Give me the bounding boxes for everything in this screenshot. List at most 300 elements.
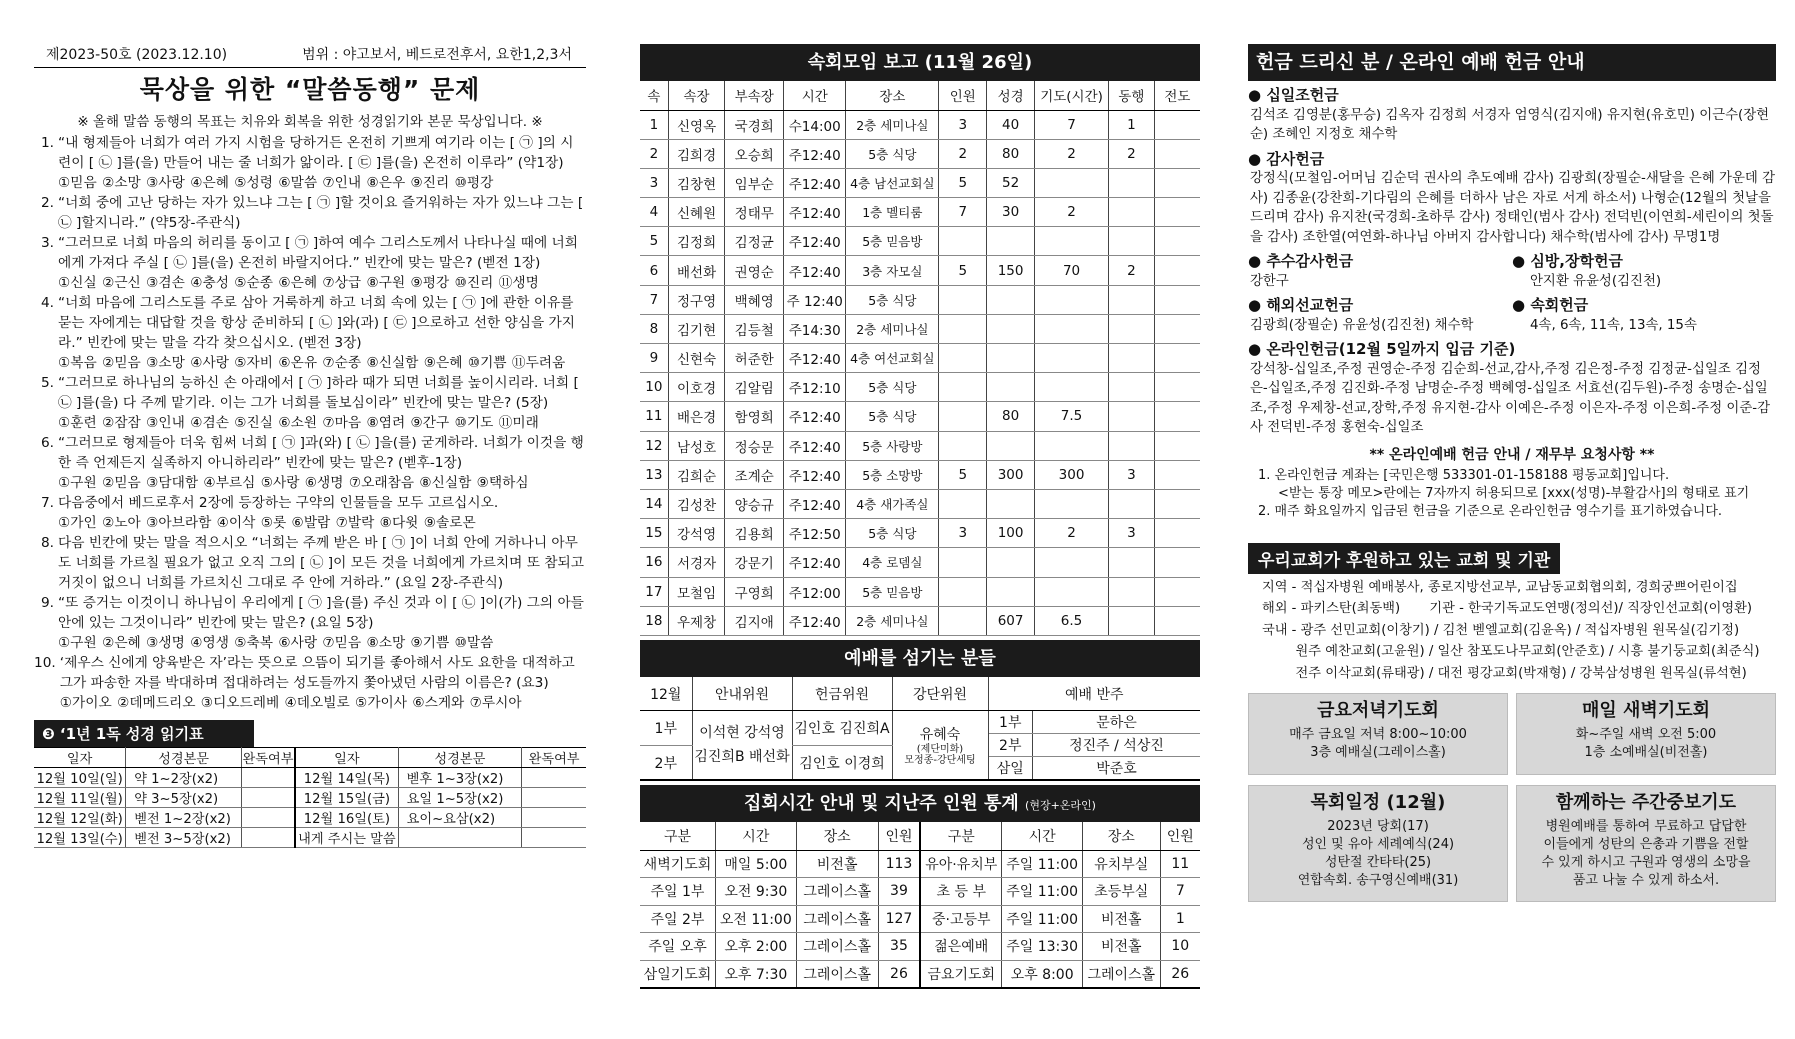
reading-cell: 내게 주시는 말씀 [295,828,398,848]
sv-offer1: 김인호 김진희A [792,711,892,746]
meeting-row [640,256,1200,285]
reading-cell [241,788,295,808]
meeting-cell [939,285,987,314]
question-text: “또 증거는 이것이니 하나님이 우리에게 [ ㉠ ]을(를) 주신 것과 이 [ ㉡ ]이(가) 그의 아들 안에 있는 그것이니라” 빈칸에 맞는 말은? (요일 5장) [58,595,584,631]
meeting-cell: 4층 로뎀실 [846,548,939,577]
visit-heading: ● 심방,장학헌금 [1512,252,1776,272]
cell-heading: ● 속회헌금 [1512,296,1776,316]
offering-column [1248,44,1776,902]
meeting-cell: 오승희 [725,139,784,168]
info-box-line: 3층 예배실(그레이스홀) [1310,745,1446,760]
meeting-cell [1154,373,1200,402]
meeting-cell: 4층 새가족실 [846,489,939,518]
question-body [58,493,586,533]
thanks-heading: ● 감사헌금 [1248,150,1776,170]
issue-number: 제2023-50호 (2023.12.10) [46,47,228,63]
meeting-row [640,577,1200,606]
accompany-name: 문하은 [1033,711,1201,734]
issue-header [34,44,586,68]
mission-heading: ● 해외선교헌금 [1248,296,1512,316]
meeting-cell [1109,431,1155,460]
meeting-cell: 17 [640,577,668,606]
accompany-part: 1부 [989,711,1033,734]
stats-cell: 7 [1160,878,1200,906]
question-item [34,533,586,593]
meeting-cell: 5층 사랑방 [846,431,939,460]
question-choices: ①믿음 ②소망 ③사랑 ④은혜 ⑤성령 ⑥말씀 ⑦인내 ⑧은우 ⑨진리 ⑩평강 [58,175,494,191]
meeting-cell: 6.5 [1035,606,1109,635]
meeting-cell [1035,314,1109,343]
meeting-cell [1154,139,1200,168]
stats-cell: 주일 오후 [640,933,715,961]
meeting-cell: 607 [987,606,1035,635]
meeting-cell: 2층 세미나실 [846,606,939,635]
meeting-row [640,227,1200,256]
meeting-head-cell: 기도(시간) [1035,81,1109,110]
accompany-name: 정진주 / 석상진 [1033,734,1201,757]
reading-cell: 12월 16일(토) [295,808,398,828]
meeting-cell: 30 [987,198,1035,227]
meeting-cell: 주12:40 [784,227,846,256]
page-title: 묵상을 위한 “말씀동행” 문제 [139,75,481,104]
stats-cell: 유아·유치부 [920,850,1002,878]
meeting-cell: 1 [640,110,668,139]
meeting-cell: 주12:50 [784,519,846,548]
info-box-line: 품고 나눌 수 있게 하소서. [1572,873,1720,888]
meeting-head-cell: 장소 [846,81,939,110]
meeting-cell: 신영옥 [668,110,725,139]
info-box-line: 병원예배를 통하여 무료하고 답답한 [1545,819,1747,834]
meeting-cell: 3 [640,168,668,197]
question-number: 8. [40,535,54,551]
question-body [58,193,586,233]
meeting-cell [939,373,987,402]
meeting-cell [1035,431,1109,460]
stats-cell: 오후 7:30 [715,960,796,988]
meeting-cell: 5층 믿음방 [846,577,939,606]
meeting-cell: 4층 남선교회실 [846,168,939,197]
support-title: 우리교회가 후원하고 있는 교회 및 기관 [1248,543,1560,574]
question-number: 6. [40,435,54,451]
stats-cell: 그레이스홀 [796,905,878,933]
meeting-cell [1109,285,1155,314]
reading-cell: 약 1~2장(x2) [126,768,242,788]
offering-list [1248,86,1776,438]
meeting-cell [1109,314,1155,343]
meeting-cell: 16 [640,548,668,577]
accompany-row [989,734,1201,757]
question-body [58,533,586,593]
reading-cell: 벧전 1~2장(x2) [126,808,242,828]
meeting-row [640,110,1200,139]
meeting-cell: 김알림 [725,373,784,402]
tithe-heading: ● 십일조헌금 [1248,86,1776,106]
meeting-cell: 권영순 [725,256,784,285]
notice-line: 2. 매주 화요일까지 입금된 헌금을 기준으로 온라인헌금 영수기를 표기하였습니다. [1258,503,1723,519]
meeting-cell [1154,256,1200,285]
stats-cell: 삼일기도회 [640,960,715,988]
meeting-row [640,402,1200,431]
harvest-build-row [1248,247,1776,291]
meeting-cell: 1 [1109,110,1155,139]
meeting-row [640,431,1200,460]
reading-head-cell: 일자 [34,748,126,768]
meeting-cell [939,431,987,460]
meeting-cell: 구영희 [725,577,784,606]
meeting-cell: 5 [939,256,987,285]
stats-head-cell: 구분 [920,822,1002,850]
meeting-cell: 3 [939,519,987,548]
meeting-cell [1154,519,1200,548]
meeting-cell [987,344,1035,373]
reading-cell [398,828,522,848]
meeting-cell: 80 [987,402,1035,431]
meeting-cell [987,548,1035,577]
meeting-cell [1154,606,1200,635]
reading-row [34,788,586,808]
meeting-cell: 10 [640,373,668,402]
meeting-cell: 15 [640,519,668,548]
meeting-row [640,548,1200,577]
meeting-report-table [640,81,1200,636]
meeting-cell: 주12:40 [784,606,846,635]
stats-cell: 주일 2부 [640,905,715,933]
question-number: 4. [40,295,54,311]
meeting-cell: 조계순 [725,460,784,489]
reading-cell [241,768,295,788]
meeting-cell: 김용희 [725,519,784,548]
reading-cell: 벧후 1~3장(x2) [398,768,522,788]
meeting-cell: 5층 식당 [846,402,939,431]
stats-row [640,878,1200,906]
stats-cell: 그레이스홀 [796,878,878,906]
meeting-cell [1154,402,1200,431]
meeting-cell [1154,285,1200,314]
sv-accompany [988,711,1200,780]
stats-cell: 113 [878,850,920,878]
meeting-cell: 7.5 [1035,402,1109,431]
info-box-title: 매일 새벽기도회 [1582,700,1710,721]
meeting-row [640,489,1200,518]
question-number: 7. [40,495,54,511]
meeting-cell: 14 [640,489,668,518]
stats-cell: 35 [878,933,920,961]
meeting-cell: 7 [939,198,987,227]
stats-cell: 26 [1160,960,1200,988]
meeting-cell [1109,402,1155,431]
stats-head-cell: 구분 [640,822,715,850]
meeting-cell: 5층 믿음방 [846,227,939,256]
sv-guides [692,711,792,780]
reading-cell: 12월 11일(월) [34,788,126,808]
sv-head-altar: 강단위원 [892,677,988,711]
meeting-head-cell: 인원 [939,81,987,110]
stats-cell: 초등부실 [1083,878,1161,906]
sv-head-offer: 헌금위원 [792,677,892,711]
info-box [1516,693,1776,775]
stats-cell: 그레이스홀 [796,933,878,961]
reading-head-cell: 완독여부 [241,748,295,768]
reading-cell: 약 3~5장(x2) [126,788,242,808]
meeting-cell: 국경희 [725,110,784,139]
info-box [1248,693,1508,775]
stats-cell: 127 [878,905,920,933]
meeting-head-cell: 속장 [668,81,725,110]
info-box-line: 수 있게 하시고 구원과 영생의 소망을 [1541,855,1751,870]
meeting-cell: 김지애 [725,606,784,635]
question-number: 5. [40,375,54,391]
info-box [1248,785,1508,902]
meeting-cell: 4층 여선교회실 [846,344,939,373]
meeting-cell: 2 [939,139,987,168]
meeting-cell: 정구영 [668,285,725,314]
meeting-cell [1109,344,1155,373]
meeting-cell [1109,548,1155,577]
question-body [58,433,586,493]
meeting-cell: 정승문 [725,431,784,460]
meeting-head-cell: 속 [640,81,668,110]
question-number: 9. [40,595,54,611]
stats-head-cell: 인원 [1160,822,1200,850]
meeting-cell [939,489,987,518]
meeting-cell: 수14:00 [784,110,846,139]
question-text: 다음 빈칸에 맞는 말을 적으시오 “너희는 주께 받은 바 [ ㉠ ]이 너희 안에 거하나니 아무도 너희를 가르칠 필요가 없고 오직 그의 [ ㉡ ]이 모든 것을 너희에게 가르치며 또 참되고 거짓이 없으니 너희를 가르치신 그대로 주 안에 거하라.” (요일 2장-주관식) [58,535,584,591]
meeting-cell: 주12:40 [784,489,846,518]
stats-head-cell: 시간 [715,822,796,850]
meeting-cell: 백혜영 [725,285,784,314]
question-item [34,593,586,653]
meeting-cell [1109,606,1155,635]
meeting-cell: 13 [640,460,668,489]
support-line: 원주 예찬교회(고윤원) / 일산 참포도나무교회(안준호) / 시흥 불기둥교회(최준식) [1262,644,1760,659]
meeting-cell [987,373,1035,402]
sv-row2: 2부 [640,746,692,781]
meeting-cell [1109,489,1155,518]
support-line: 지역 - 적십자병원 예배봉사, 종로지방선교부, 교남동교회협의회, 경희궁쁘어린이집 [1262,579,1738,595]
online-heading: ● 온라인헌금(12월 5일까지 입금 기준) [1248,340,1776,360]
meeting-cell: 2층 세미나실 [846,314,939,343]
reading-plan-table [34,747,586,848]
meeting-cell: 80 [987,139,1035,168]
question-text: “그러므로 너희 마음의 허리를 동이고 [ ㉠ ]하여 예수 그리스도께서 나타나실 때에 너희에게 가져다 주실 [ ㉡ ]를(을) 온전히 바랄지어다.” 빈칸에 맞는 말은? (벧전 1장) [58,235,579,271]
meeting-cell: 2 [1035,139,1109,168]
meeting-cell: 5층 식당 [846,139,939,168]
meeting-cell: 김정희 [668,227,725,256]
meeting-cell: 배은경 [668,402,725,431]
reading-row [34,828,586,848]
stats-title [640,785,1200,822]
meeting-cell [1109,168,1155,197]
stats-cell: 젊은예배 [920,933,1002,961]
meeting-cell: 5 [939,168,987,197]
meeting-cell: 300 [1035,460,1109,489]
reading-cell [522,808,586,828]
meeting-cell: 2 [1035,519,1109,548]
meeting-cell [939,227,987,256]
stats-cell: 그레이스홀 [1083,960,1161,988]
stats-cell: 비전홀 [796,850,878,878]
question-text: 다음중에서 베드로후서 2장에 등장하는 구약의 인물들을 모두 고르십시오. [58,495,499,511]
meeting-cell: 김성찬 [668,489,725,518]
support-line: 국내 - 광주 선민교회(이창기) / 김천 벧엘교회(김윤옥) / 적십자병원 원목실(김기정) [1262,622,1740,638]
meeting-cell [1109,227,1155,256]
meeting-head-cell: 시간 [784,81,846,110]
meeting-cell: 3 [1109,460,1155,489]
meeting-cell: 주12:40 [784,344,846,373]
stats-cell: 중·고등부 [920,905,1002,933]
mission-names: 김광희(장필순) 유윤성(김진천) 채수학 [1250,317,1474,333]
meeting-cell: 허준한 [725,344,784,373]
harvest-names: 강한구 [1250,273,1289,289]
meeting-cell: 김창현 [668,168,725,197]
reading-head-cell: 일자 [295,748,398,768]
meeting-cell: 2 [1109,256,1155,285]
servants-title: 예배를 섬기는 분들 [640,640,1200,677]
question-body [60,653,586,713]
meeting-cell: 신혜원 [668,198,725,227]
meeting-cell [939,402,987,431]
info-box-title: 목회일정 (12월) [1310,792,1446,813]
meeting-cell [1154,344,1200,373]
scope-text: 범위 : 야고보서, 베드로전후서, 요한1,2,3서 [302,47,572,63]
meeting-row [640,606,1200,635]
sv-offer2: 김인호 이경희 [792,746,892,781]
question-choices: ①가인 ②노아 ③아브라함 ④이삭 ⑤롯 ⑥발람 ⑦발락 ⑧다윗 ⑨솔로몬 [58,515,476,531]
meeting-cell: 주12:40 [784,460,846,489]
reading-cell: 12월 12일(화) [34,808,126,828]
meeting-cell: 신현숙 [668,344,725,373]
meeting-cell: 52 [987,168,1035,197]
reading-row [34,768,586,788]
meeting-cell [1035,285,1109,314]
meeting-cell: 5 [939,460,987,489]
meeting-cell [1035,373,1109,402]
thanks-names: 강정식(모철임-어머님 김순덕 권사의 추도예배 감사) 김광희(장필순-새달을 은혜 가운데 감사) 김종윤(강찬희-기다림의 은혜를 더하사 남은 자로 서게 하소서) 나형순(12월의 첫날을 드리며 감사) 유지찬(국경희-초하루 감사) 정태인(범사 감사) 전덕빈(이연희-세린이의 첫돌을 감사) 조한열(여연화-하나님 아버지 감사합니다) 채수학(범사에 감사) 무명1명 [1250,171,1776,245]
question-body [58,373,586,433]
meeting-cell: 이호경 [668,373,725,402]
meeting-cell: 주12:40 [784,168,846,197]
stats-row [640,933,1200,961]
meeting-cell [987,227,1035,256]
meeting-cell [939,606,987,635]
meeting-cell: 3층 자모실 [846,256,939,285]
info-box [1516,785,1776,902]
accompany-row [989,711,1201,734]
stats-head-cell: 시간 [1002,822,1083,850]
meeting-row [640,344,1200,373]
meditation-column [34,44,586,848]
stats-cell: 10 [1160,933,1200,961]
stats-cell: 비전홀 [1083,905,1161,933]
meeting-cell: 7 [1035,110,1109,139]
reading-head-cell: 완독여부 [522,748,586,768]
reading-cell [522,788,586,808]
meeting-cell [1035,577,1109,606]
question-item [34,133,586,193]
meeting-cell: 주 12:40 [784,285,846,314]
meeting-cell: 남성호 [668,431,725,460]
stats-cell: 오후 2:00 [715,933,796,961]
meeting-cell [1035,227,1109,256]
meeting-cell: 정태무 [725,198,784,227]
notice-title: ** 온라인예배 헌금 안내 / 재무부 요청사항 ** [1369,446,1655,463]
meeting-cell: 8 [640,314,668,343]
reading-cell: 요이~요삼(x2) [398,808,522,828]
meeting-cell: 3 [1109,519,1155,548]
meeting-cell: 4 [640,198,668,227]
sv-altar-name: 유혜숙 [919,727,961,744]
meeting-cell: 12 [640,431,668,460]
meeting-cell: 주12:00 [784,577,846,606]
reading-cell [241,808,295,828]
stats-cell: 그레이스홀 [796,960,878,988]
support-line: 전주 이삭교회(류태광) / 대전 평강교회(박재형) / 강북삼성병원 원목실(류석현) [1262,665,1747,681]
question-choices: ①복음 ②믿음 ③소망 ④사랑 ⑤자비 ⑥온유 ⑦순종 ⑧신실함 ⑨은혜 ⑩기쁨 ⑪두려움 [58,355,566,371]
meeting-cell: 함영희 [725,402,784,431]
meeting-row [640,519,1200,548]
report-column [640,44,1200,989]
question-item [34,193,586,233]
stats-cell: 새벽기도회 [640,850,715,878]
stats-head-cell: 장소 [796,822,878,850]
stats-cell: 오후 8:00 [1002,960,1083,988]
meeting-cell [1154,110,1200,139]
meeting-cell: 3 [939,110,987,139]
meeting-cell: 9 [640,344,668,373]
accompany-name: 박준호 [1033,757,1201,780]
meeting-cell [1109,373,1155,402]
question-text: ‘제우스 신에게 양육받은 자’라는 뜻으로 으뜸이 되기를 좋아해서 사도 요한을 대적하고 그가 파송한 자를 박대하며 접대하려는 성도들까지 쫓아냈던 사람의 이름은? (요3) [59,655,575,691]
info-box-title: 금요저녁기도회 [1317,700,1439,721]
meeting-cell [1035,548,1109,577]
question-body [58,293,586,373]
meeting-cell: 1층 멜티룸 [846,198,939,227]
meeting-report-title: 속회모임 보고 (11월 26일) [640,44,1200,81]
stats-cell: 39 [878,878,920,906]
meeting-cell: 5층 소망방 [846,460,939,489]
sv-row1: 1부 [640,711,692,746]
stats-cell: 유치부실 [1083,850,1161,878]
question-number: 3. [40,235,54,251]
meeting-cell: 5층 식당 [846,373,939,402]
stats-cell: 오전 11:00 [715,905,796,933]
accompany-part: 삼일 [996,761,1024,778]
meeting-cell: 주12:40 [784,256,846,285]
question-choices: ①구원 ②은혜 ③생명 ④영생 ⑤축복 ⑥사랑 ⑦믿음 ⑧소망 ⑨기쁨 ⑩말씀 [58,635,494,651]
meeting-cell: 40 [987,110,1035,139]
sv-guide2: 김진희B 배선화 [694,749,790,766]
question-item [34,233,586,293]
meeting-cell [1109,577,1155,606]
meeting-cell: 18 [640,606,668,635]
reading-cell: 12월 13일(수) [34,828,126,848]
stats-subtitle: (현장+온라인) [1025,799,1096,813]
intro-note: ※ 올해 말씀 동행의 목표는 치유와 회복을 위한 성경읽기와 본문 묵상입니다. ※ [77,114,543,130]
meeting-cell: 모철임 [668,577,725,606]
meeting-cell: 김기현 [668,314,725,343]
stats-title-text: 집회시간 안내 및 지난주 인원 통계 [744,793,1019,815]
reading-cell [522,768,586,788]
meeting-cell [987,285,1035,314]
question-choices: ①신실 ②근신 ③겸손 ④충성 ⑤순종 ⑥은혜 ⑦상급 ⑧구원 ⑨평강 ⑩진리 ⑪생명 [58,275,539,291]
stats-row [640,905,1200,933]
meeting-cell [987,577,1035,606]
stats-table [640,822,1200,989]
stats-cell: 오전 9:30 [715,878,796,906]
meeting-row [640,198,1200,227]
reading-cell: 벧전 3~5장(x2) [126,828,242,848]
harvest-heading: ● 추수감사헌금 [1248,252,1512,272]
